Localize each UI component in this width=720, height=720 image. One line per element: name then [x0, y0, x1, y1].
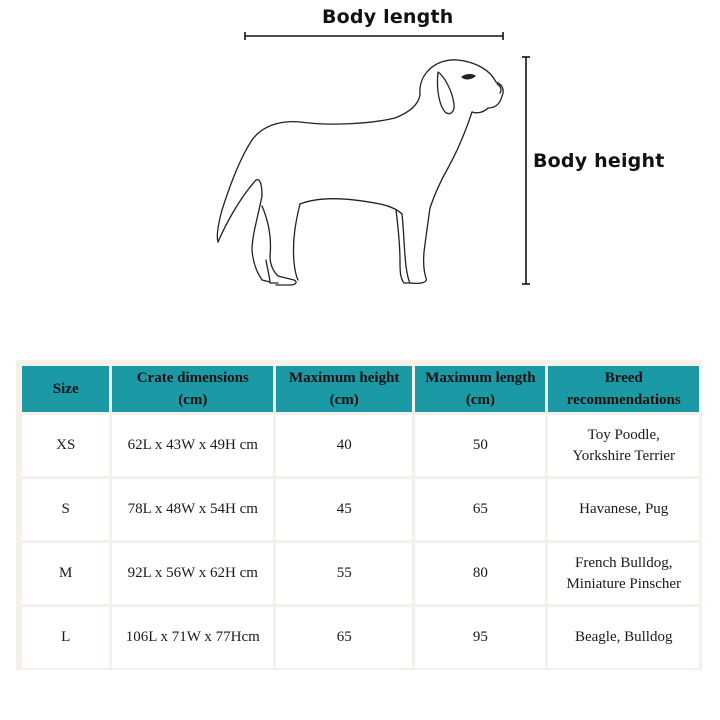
table-row	[22, 479, 699, 540]
cell-breed: French Bulldog, Miniature Pinscher	[548, 543, 699, 604]
size-table	[19, 363, 702, 671]
cell-breed: Havanese, Pug	[548, 479, 699, 540]
body-length-line	[245, 32, 503, 40]
table-row	[22, 415, 699, 476]
table-row	[22, 543, 699, 604]
header-max-height: Maximum height (cm)	[276, 366, 412, 412]
body-length-label: Body length	[322, 6, 454, 28]
table-header-row	[22, 366, 699, 412]
cell-max-length: 50	[415, 415, 545, 476]
cell-breed: Beagle, Bulldog	[548, 607, 699, 668]
cell-max-length: 65	[415, 479, 545, 540]
cell-max-height: 40	[276, 415, 412, 476]
cell-crate: 62L x 43W x 49H cm	[112, 415, 273, 476]
cell-max-height: 45	[276, 479, 412, 540]
cell-crate: 92L x 56W x 62H cm	[112, 543, 273, 604]
cell-crate: 106L x 71W x 77Hcm	[112, 607, 273, 668]
cell-size: M	[22, 543, 109, 604]
header-size: Size	[22, 366, 109, 412]
header-max-length: Maximum length (cm)	[415, 366, 545, 412]
dog-outline	[217, 60, 503, 285]
cell-crate: 78L x 48W x 54H cm	[112, 479, 273, 540]
cell-max-length: 80	[415, 543, 545, 604]
cell-size: L	[22, 607, 109, 668]
cell-max-height: 65	[276, 607, 412, 668]
body-height-line	[522, 57, 530, 284]
size-chart	[16, 360, 702, 670]
cell-size: S	[22, 479, 109, 540]
cell-breed: Toy Poodle, Yorkshire Terrier	[548, 415, 699, 476]
cell-max-length: 95	[415, 607, 545, 668]
body-height-label: Body height	[533, 150, 665, 172]
cell-size: XS	[22, 415, 109, 476]
header-breed: Breed recommendations	[548, 366, 699, 412]
table-row	[22, 607, 699, 668]
header-crate-dimensions: Crate dimensions (cm)	[112, 366, 273, 412]
cell-max-height: 55	[276, 543, 412, 604]
